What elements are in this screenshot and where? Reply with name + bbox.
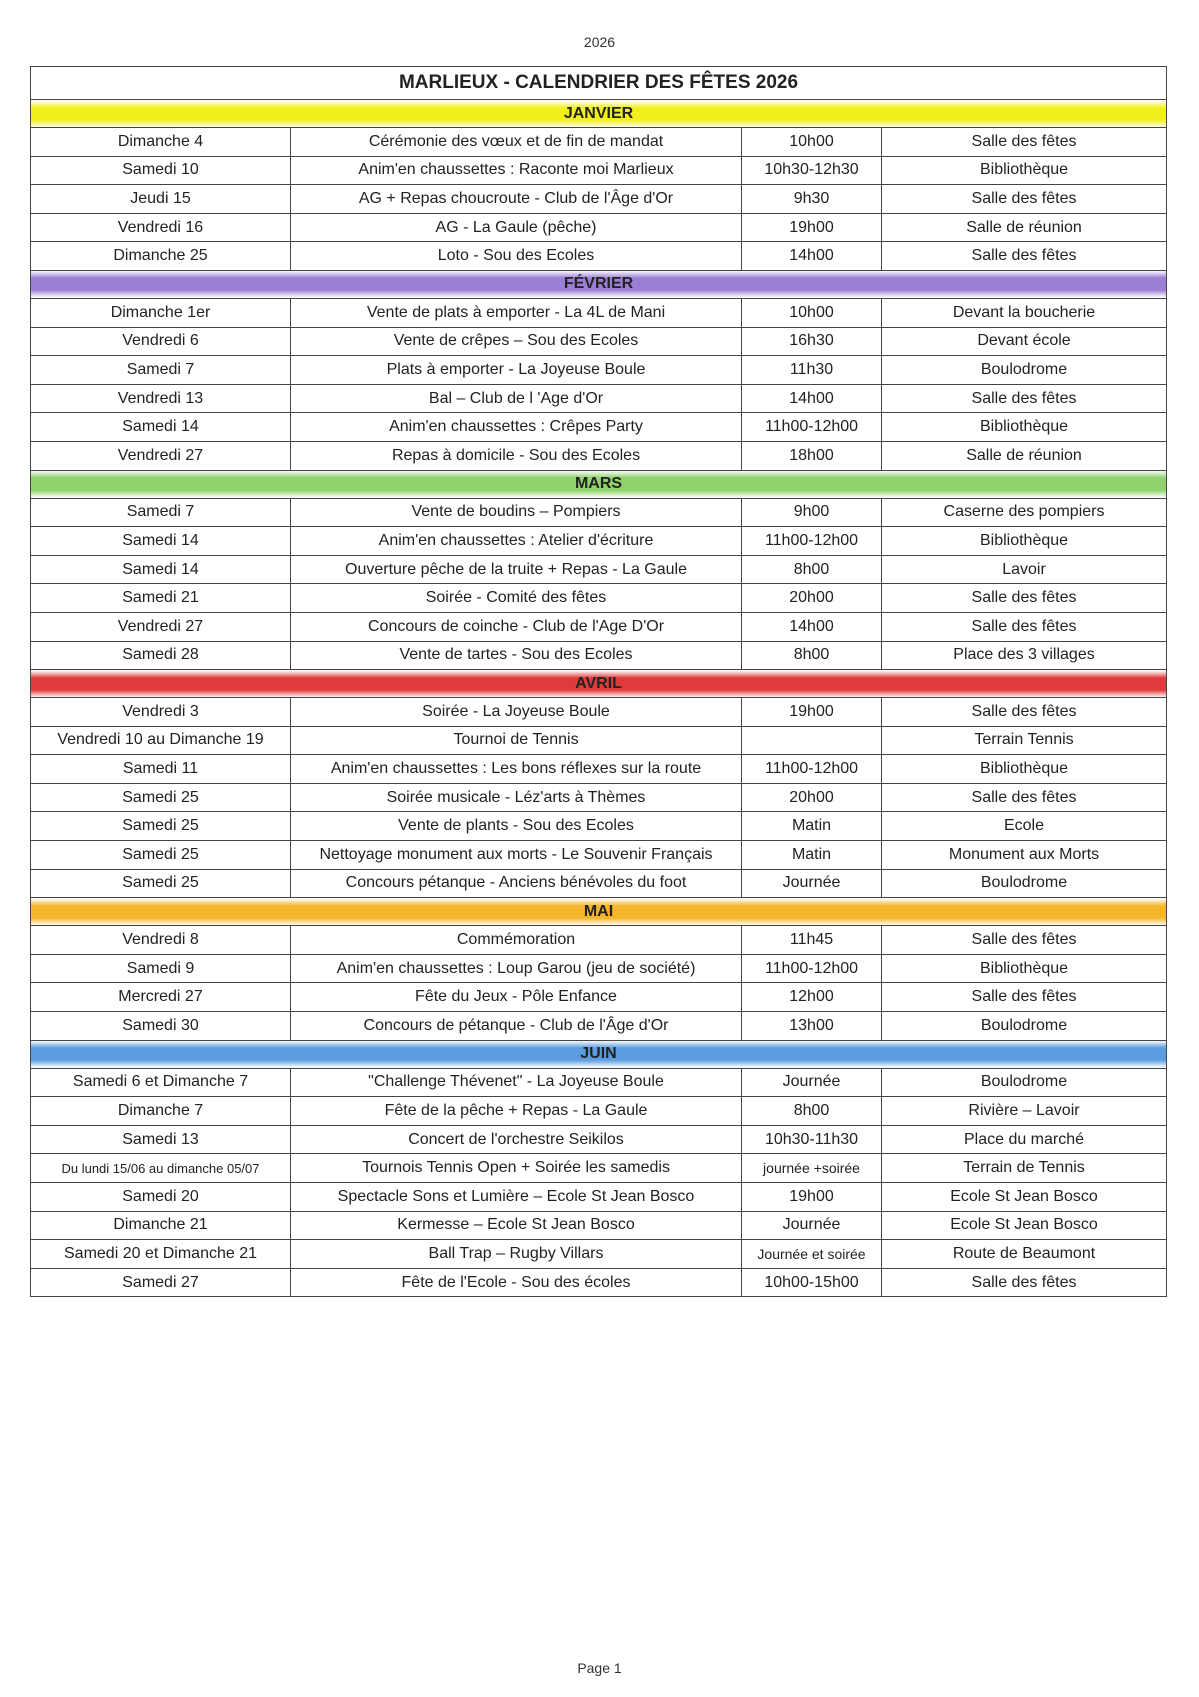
- event-name: Repas à domicile - Sou des Ecoles: [291, 441, 742, 470]
- month-header-row: [31, 100, 1167, 128]
- event-location: Lavoir: [882, 555, 1167, 584]
- event-location: Bibliothèque: [882, 954, 1167, 983]
- event-name: AG - La Gaule (pêche): [291, 213, 742, 242]
- event-location: Devant école: [882, 327, 1167, 356]
- event-location: Ecole: [882, 812, 1167, 841]
- event-date: Samedi 25: [31, 841, 291, 870]
- event-location: Boulodrome: [882, 356, 1167, 385]
- event-row: [31, 869, 1167, 898]
- event-row: [31, 612, 1167, 641]
- month-header-row: [31, 898, 1167, 926]
- event-row: [31, 356, 1167, 385]
- event-date: Samedi 7: [31, 356, 291, 385]
- event-location: Salle des fêtes: [882, 1268, 1167, 1297]
- title-row: [31, 67, 1167, 100]
- event-row: [31, 185, 1167, 214]
- event-name: Anim'en chaussettes : Atelier d'écriture: [291, 527, 742, 556]
- event-location: Salle des fêtes: [882, 612, 1167, 641]
- month-name: FÉVRIER: [31, 270, 1167, 298]
- event-location: Place du marché: [882, 1125, 1167, 1154]
- event-row: [31, 1211, 1167, 1240]
- event-location: Devant la boucherie: [882, 298, 1167, 327]
- event-date: Samedi 13: [31, 1125, 291, 1154]
- event-time: 13h00: [742, 1012, 882, 1041]
- event-location: Route de Beaumont: [882, 1240, 1167, 1269]
- event-location: Boulodrome: [882, 1068, 1167, 1097]
- event-time: 20h00: [742, 584, 882, 613]
- event-time: 12h00: [742, 983, 882, 1012]
- event-location: Salle des fêtes: [882, 128, 1167, 157]
- event-date: Dimanche 25: [31, 242, 291, 271]
- event-name: Vente de crêpes – Sou des Ecoles: [291, 327, 742, 356]
- event-date: Vendredi 3: [31, 698, 291, 727]
- event-date: Samedi 14: [31, 527, 291, 556]
- month-name: AVRIL: [31, 670, 1167, 698]
- event-row: [31, 1154, 1167, 1183]
- event-time: 8h00: [742, 641, 882, 670]
- event-row: [31, 441, 1167, 470]
- event-time: Journée: [742, 869, 882, 898]
- event-date: Samedi 20: [31, 1183, 291, 1212]
- event-date: Vendredi 8: [31, 926, 291, 955]
- event-row: [31, 841, 1167, 870]
- event-row: [31, 327, 1167, 356]
- event-location: Salle des fêtes: [882, 584, 1167, 613]
- event-date: Samedi 30: [31, 1012, 291, 1041]
- event-name: Concours de pétanque - Club de l'Âge d'Or: [291, 1012, 742, 1041]
- event-row: [31, 641, 1167, 670]
- event-date: Samedi 25: [31, 812, 291, 841]
- event-time: journée +soirée: [742, 1154, 882, 1183]
- event-date: Dimanche 21: [31, 1211, 291, 1240]
- event-time: 10h30-12h30: [742, 156, 882, 185]
- event-name: Kermesse – Ecole St Jean Bosco: [291, 1211, 742, 1240]
- event-name: Vente de tartes - Sou des Ecoles: [291, 641, 742, 670]
- month-name: JUIN: [31, 1040, 1167, 1068]
- event-location: Salle des fêtes: [882, 926, 1167, 955]
- event-name: Loto - Sou des Ecoles: [291, 242, 742, 271]
- event-name: Tournois Tennis Open + Soirée les samedis: [291, 1154, 742, 1183]
- month-header-row: [31, 470, 1167, 498]
- event-time: Journée et soirée: [742, 1240, 882, 1269]
- event-date: Samedi 21: [31, 584, 291, 613]
- event-date: Vendredi 27: [31, 441, 291, 470]
- event-location: Boulodrome: [882, 869, 1167, 898]
- page-number: Page 1: [577, 1660, 622, 1676]
- event-row: [31, 983, 1167, 1012]
- event-name: Concert de l'orchestre Seikilos: [291, 1125, 742, 1154]
- event-time: 11h30: [742, 356, 882, 385]
- event-location: Bibliothèque: [882, 755, 1167, 784]
- event-row: [31, 527, 1167, 556]
- event-location: Boulodrome: [882, 1012, 1167, 1041]
- event-location: Place des 3 villages: [882, 641, 1167, 670]
- event-time: 14h00: [742, 612, 882, 641]
- event-date: Samedi 28: [31, 641, 291, 670]
- event-date: Vendredi 6: [31, 327, 291, 356]
- event-name: Concours de coinche - Club de l'Age D'Or: [291, 612, 742, 641]
- event-name: Fête de la pêche + Repas - La Gaule: [291, 1097, 742, 1126]
- event-name: Ouverture pêche de la truite + Repas - La Gaule: [291, 555, 742, 584]
- event-row: [31, 128, 1167, 157]
- event-name: Bal – Club de l 'Age d'Or: [291, 384, 742, 413]
- event-name: Anim'en chaussettes : Les bons réflexes sur la route: [291, 755, 742, 784]
- event-time: 11h00-12h00: [742, 755, 882, 784]
- event-date: Dimanche 4: [31, 128, 291, 157]
- event-date: Samedi 14: [31, 555, 291, 584]
- event-name: AG + Repas choucroute - Club de l'Âge d'Or: [291, 185, 742, 214]
- event-date: Vendredi 16: [31, 213, 291, 242]
- event-row: [31, 783, 1167, 812]
- page-title: MARLIEUX - CALENDRIER DES FÊTES 2026: [31, 67, 1167, 100]
- event-name: Nettoyage monument aux morts - Le Souvenir Français: [291, 841, 742, 870]
- event-time: 19h00: [742, 1183, 882, 1212]
- month-header-row: [31, 270, 1167, 298]
- event-date: Samedi 20 et Dimanche 21: [31, 1240, 291, 1269]
- month-header-row: [31, 1040, 1167, 1068]
- event-row: [31, 584, 1167, 613]
- event-name: Soirée - La Joyeuse Boule: [291, 698, 742, 727]
- event-location: Salle des fêtes: [882, 242, 1167, 271]
- event-date: Samedi 14: [31, 413, 291, 442]
- event-time: 11h45: [742, 926, 882, 955]
- event-time: 9h00: [742, 498, 882, 527]
- event-location: Salle des fêtes: [882, 185, 1167, 214]
- event-time: 9h30: [742, 185, 882, 214]
- event-time: 8h00: [742, 1097, 882, 1126]
- event-row: [31, 1068, 1167, 1097]
- event-date: Dimanche 1er: [31, 298, 291, 327]
- event-name: Anim'en chaussettes : Loup Garou (jeu de société): [291, 954, 742, 983]
- event-row: [31, 156, 1167, 185]
- event-name: Cérémonie des vœux et de fin de mandat: [291, 128, 742, 157]
- event-name: Soirée musicale - Léz'arts à Thèmes: [291, 783, 742, 812]
- event-date: Samedi 25: [31, 869, 291, 898]
- events-calendar-table: [30, 66, 1167, 1297]
- event-row: [31, 954, 1167, 983]
- month-name: JANVIER: [31, 100, 1167, 128]
- event-time: 19h00: [742, 213, 882, 242]
- event-location: Ecole St Jean Bosco: [882, 1183, 1167, 1212]
- event-row: [31, 498, 1167, 527]
- event-row: [31, 1183, 1167, 1212]
- event-time: 14h00: [742, 384, 882, 413]
- event-name: "Challenge Thévenet" - La Joyeuse Boule: [291, 1068, 742, 1097]
- event-time: 10h00-15h00: [742, 1268, 882, 1297]
- event-name: Vente de plats à emporter - La 4L de Mani: [291, 298, 742, 327]
- event-location: Salle des fêtes: [882, 783, 1167, 812]
- event-date: Dimanche 7: [31, 1097, 291, 1126]
- event-location: Salle des fêtes: [882, 384, 1167, 413]
- event-row: [31, 1240, 1167, 1269]
- event-location: Caserne des pompiers: [882, 498, 1167, 527]
- event-name: Tournoi de Tennis: [291, 726, 742, 755]
- event-time: 10h00: [742, 298, 882, 327]
- event-row: [31, 926, 1167, 955]
- event-date: Samedi 6 et Dimanche 7: [31, 1068, 291, 1097]
- event-row: [31, 812, 1167, 841]
- calendar-body: [31, 67, 1167, 1297]
- event-date: Mercredi 27: [31, 983, 291, 1012]
- event-location: Terrain Tennis: [882, 726, 1167, 755]
- event-date: Samedi 7: [31, 498, 291, 527]
- event-row: [31, 1012, 1167, 1041]
- event-name: Ball Trap – Rugby Villars: [291, 1240, 742, 1269]
- event-name: Soirée - Comité des fêtes: [291, 584, 742, 613]
- event-location: Terrain de Tennis: [882, 1154, 1167, 1183]
- event-name: Commémoration: [291, 926, 742, 955]
- event-time: 19h00: [742, 698, 882, 727]
- event-name: Concours pétanque - Anciens bénévoles du foot: [291, 869, 742, 898]
- event-row: [31, 298, 1167, 327]
- event-date: Samedi 25: [31, 783, 291, 812]
- event-row: [31, 726, 1167, 755]
- event-name: Plats à emporter - La Joyeuse Boule: [291, 356, 742, 385]
- event-time: 14h00: [742, 242, 882, 271]
- event-location: Monument aux Morts: [882, 841, 1167, 870]
- event-name: Vente de plants - Sou des Ecoles: [291, 812, 742, 841]
- event-row: [31, 1125, 1167, 1154]
- event-time: 11h00-12h00: [742, 413, 882, 442]
- event-time: 8h00: [742, 555, 882, 584]
- event-name: Anim'en chaussettes : Raconte moi Marlieux: [291, 156, 742, 185]
- event-row: [31, 413, 1167, 442]
- month-name: MAI: [31, 898, 1167, 926]
- event-location: Salle des fêtes: [882, 983, 1167, 1012]
- event-date: Samedi 27: [31, 1268, 291, 1297]
- event-row: [31, 555, 1167, 584]
- event-location: Salle de réunion: [882, 441, 1167, 470]
- event-date: Jeudi 15: [31, 185, 291, 214]
- event-location: Ecole St Jean Bosco: [882, 1211, 1167, 1240]
- event-name: Vente de boudins – Pompiers: [291, 498, 742, 527]
- event-time: 11h00-12h00: [742, 527, 882, 556]
- month-header-row: [31, 670, 1167, 698]
- event-time: 16h30: [742, 327, 882, 356]
- event-row: [31, 755, 1167, 784]
- event-location: Salle de réunion: [882, 213, 1167, 242]
- event-row: [31, 384, 1167, 413]
- event-location: Salle des fêtes: [882, 698, 1167, 727]
- event-row: [31, 213, 1167, 242]
- event-date: Vendredi 27: [31, 612, 291, 641]
- event-date: Vendredi 10 au Dimanche 19: [31, 726, 291, 755]
- event-date: Samedi 9: [31, 954, 291, 983]
- event-location: Bibliothèque: [882, 413, 1167, 442]
- event-time: 10h30-11h30: [742, 1125, 882, 1154]
- event-name: Fête du Jeux - Pôle Enfance: [291, 983, 742, 1012]
- event-time: Journée: [742, 1068, 882, 1097]
- event-date: Vendredi 13: [31, 384, 291, 413]
- event-row: [31, 698, 1167, 727]
- event-row: [31, 242, 1167, 271]
- event-row: [31, 1268, 1167, 1297]
- event-name: Anim'en chaussettes : Crêpes Party: [291, 413, 742, 442]
- event-time: Journée: [742, 1211, 882, 1240]
- event-time: [742, 726, 882, 755]
- event-date: Samedi 10: [31, 156, 291, 185]
- month-name: MARS: [31, 470, 1167, 498]
- event-location: Bibliothèque: [882, 527, 1167, 556]
- event-date: Du lundi 15/06 au dimanche 05/07: [31, 1154, 291, 1183]
- event-time: 11h00-12h00: [742, 954, 882, 983]
- event-name: Spectacle Sons et Lumière – Ecole St Jean Bosco: [291, 1183, 742, 1212]
- event-name: Fête de l'Ecole - Sou des écoles: [291, 1268, 742, 1297]
- event-time: Matin: [742, 812, 882, 841]
- event-location: Rivière – Lavoir: [882, 1097, 1167, 1126]
- event-time: 18h00: [742, 441, 882, 470]
- event-time: Matin: [742, 841, 882, 870]
- event-date: Samedi 11: [31, 755, 291, 784]
- event-location: Bibliothèque: [882, 156, 1167, 185]
- event-time: 20h00: [742, 783, 882, 812]
- event-time: 10h00: [742, 128, 882, 157]
- event-row: [31, 1097, 1167, 1126]
- header-year: 2026: [583, 34, 616, 50]
